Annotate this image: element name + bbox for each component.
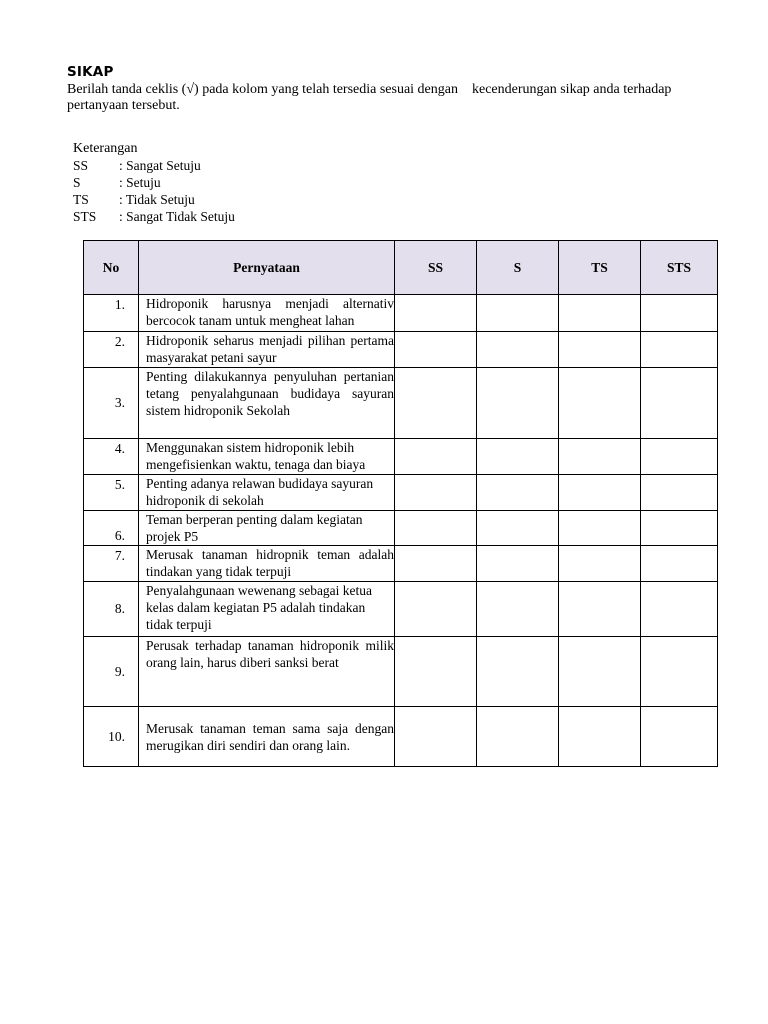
- answer-cell-s[interactable]: [477, 295, 559, 332]
- answer-cell-ts[interactable]: [559, 332, 641, 368]
- table-row: [84, 707, 718, 767]
- answer-cell-sts[interactable]: [641, 637, 718, 707]
- answer-cell-ss[interactable]: [395, 637, 477, 707]
- answer-cell-ts[interactable]: [559, 707, 641, 767]
- table-row: [84, 546, 718, 582]
- answer-cell-s[interactable]: [477, 368, 559, 439]
- legend-desc: : Tidak Setuju: [119, 192, 195, 207]
- row-number: 7.: [84, 546, 139, 582]
- answer-cell-ss[interactable]: [395, 475, 477, 511]
- answer-cell-sts[interactable]: [641, 546, 718, 582]
- header-statement: Pernyataan: [139, 241, 395, 295]
- answer-cell-s[interactable]: [477, 475, 559, 511]
- answer-cell-ts[interactable]: [559, 475, 641, 511]
- legend-code: STS: [73, 209, 97, 224]
- legend-desc: : Sangat Setuju: [119, 158, 201, 173]
- table-row: [84, 368, 718, 439]
- answer-cell-sts[interactable]: [641, 332, 718, 368]
- answer-cell-sts[interactable]: [641, 475, 718, 511]
- answer-cell-ss[interactable]: [395, 439, 477, 475]
- answer-cell-ts[interactable]: [559, 546, 641, 582]
- answer-cell-s[interactable]: [477, 707, 559, 767]
- table-row: [84, 295, 718, 332]
- row-number: 1.: [84, 295, 139, 332]
- legend-code: S: [73, 175, 81, 190]
- header-ss: SS: [395, 241, 477, 295]
- table-row: [84, 637, 718, 707]
- row-number: 6.: [84, 511, 139, 546]
- table-row: [84, 332, 718, 368]
- row-statement: Hidroponik harusnya menjadi alternativ bercocok tanam untuk mengheat lahan: [139, 295, 395, 332]
- answer-cell-sts[interactable]: [641, 511, 718, 546]
- legend-desc: : Sangat Tidak Setuju: [119, 209, 235, 224]
- header-ts: TS: [559, 241, 641, 295]
- answer-cell-s[interactable]: [477, 582, 559, 637]
- instruction-text: [67, 82, 707, 114]
- legend-item-sts: [73, 208, 235, 225]
- row-statement: Teman berperan penting dalam kegiatan projek P5: [139, 511, 395, 546]
- table-row: [84, 511, 718, 546]
- row-number: 8.: [84, 582, 139, 637]
- attitude-survey-table: [83, 240, 718, 767]
- answer-cell-sts[interactable]: [641, 707, 718, 767]
- answer-cell-ss[interactable]: [395, 582, 477, 637]
- header-s: S: [477, 241, 559, 295]
- answer-cell-ts[interactable]: [559, 439, 641, 475]
- table-row: [84, 582, 718, 637]
- answer-cell-s[interactable]: [477, 511, 559, 546]
- legend-desc: : Setuju: [119, 175, 161, 190]
- answer-cell-ss[interactable]: [395, 332, 477, 368]
- answer-cell-s[interactable]: [477, 546, 559, 582]
- row-number: 5.: [84, 475, 139, 511]
- answer-cell-ts[interactable]: [559, 637, 641, 707]
- answer-cell-ss[interactable]: [395, 295, 477, 332]
- answer-cell-s[interactable]: [477, 637, 559, 707]
- row-number: 3.: [84, 368, 139, 439]
- legend-item-ss: [73, 157, 235, 174]
- row-number: 4.: [84, 439, 139, 475]
- answer-cell-s[interactable]: [477, 439, 559, 475]
- header-no: No: [84, 241, 139, 295]
- row-statement: Perusak terhadap tanaman hidroponik milik orang lain, harus diberi sanksi berat: [139, 637, 395, 707]
- answer-cell-sts[interactable]: [641, 582, 718, 637]
- answer-cell-s[interactable]: [477, 332, 559, 368]
- legend-title: Keterangan: [73, 141, 138, 156]
- legend: [73, 140, 235, 225]
- row-statement: Penting dilakukannya penyuluhan pertanian tetang penyalahgunaan budidaya sayuran sistem hidroponik Sekolah: [139, 368, 395, 439]
- answer-cell-sts[interactable]: [641, 295, 718, 332]
- row-statement: Penting adanya relawan budidaya sayuran hidroponik di sekolah: [139, 475, 395, 511]
- table-row: [84, 475, 718, 511]
- instruction-part-2: kecenderungan sikap anda terhadap pertanyaan tersebut.: [67, 82, 672, 113]
- row-statement: Menggunakan sistem hidroponik lebih mengefisienkan waktu, tenaga dan biaya: [139, 439, 395, 475]
- answer-cell-ts[interactable]: [559, 295, 641, 332]
- row-number: 9.: [84, 637, 139, 707]
- table-row: [84, 439, 718, 475]
- answer-cell-ss[interactable]: [395, 707, 477, 767]
- legend-code: SS: [73, 158, 89, 173]
- instruction-part-1: Berilah tanda ceklis (√) pada kolom yang telah tersedia sesuai dengan: [67, 82, 458, 97]
- answer-cell-sts[interactable]: [641, 368, 718, 439]
- row-number: 2.: [84, 332, 139, 368]
- answer-cell-ts[interactable]: [559, 368, 641, 439]
- section-title: SIKAP: [67, 64, 114, 80]
- answer-cell-ss[interactable]: [395, 546, 477, 582]
- answer-cell-ss[interactable]: [395, 368, 477, 439]
- table-header-row: [84, 241, 718, 295]
- row-statement: Merusak tanaman teman sama saja dengan merugikan diri sendiri dan orang lain.: [139, 707, 395, 767]
- legend-item-s: [73, 174, 235, 191]
- row-statement: Penyalahgunaan wewenang sebagai ketua kelas dalam kegiatan P5 adalah tindakan tidak terpuji: [139, 582, 395, 637]
- legend-item-ts: [73, 191, 235, 208]
- answer-cell-ts[interactable]: [559, 511, 641, 546]
- row-statement: Hidroponik seharus menjadi pilihan pertama masyarakat petani sayur: [139, 332, 395, 368]
- answer-cell-ts[interactable]: [559, 582, 641, 637]
- header-sts: STS: [641, 241, 718, 295]
- legend-code: TS: [73, 192, 89, 207]
- answer-cell-sts[interactable]: [641, 439, 718, 475]
- answer-cell-ss[interactable]: [395, 511, 477, 546]
- row-statement: Merusak tanaman hidropnik teman adalah tindakan yang tidak terpuji: [139, 546, 395, 582]
- row-number: 10.: [84, 707, 139, 767]
